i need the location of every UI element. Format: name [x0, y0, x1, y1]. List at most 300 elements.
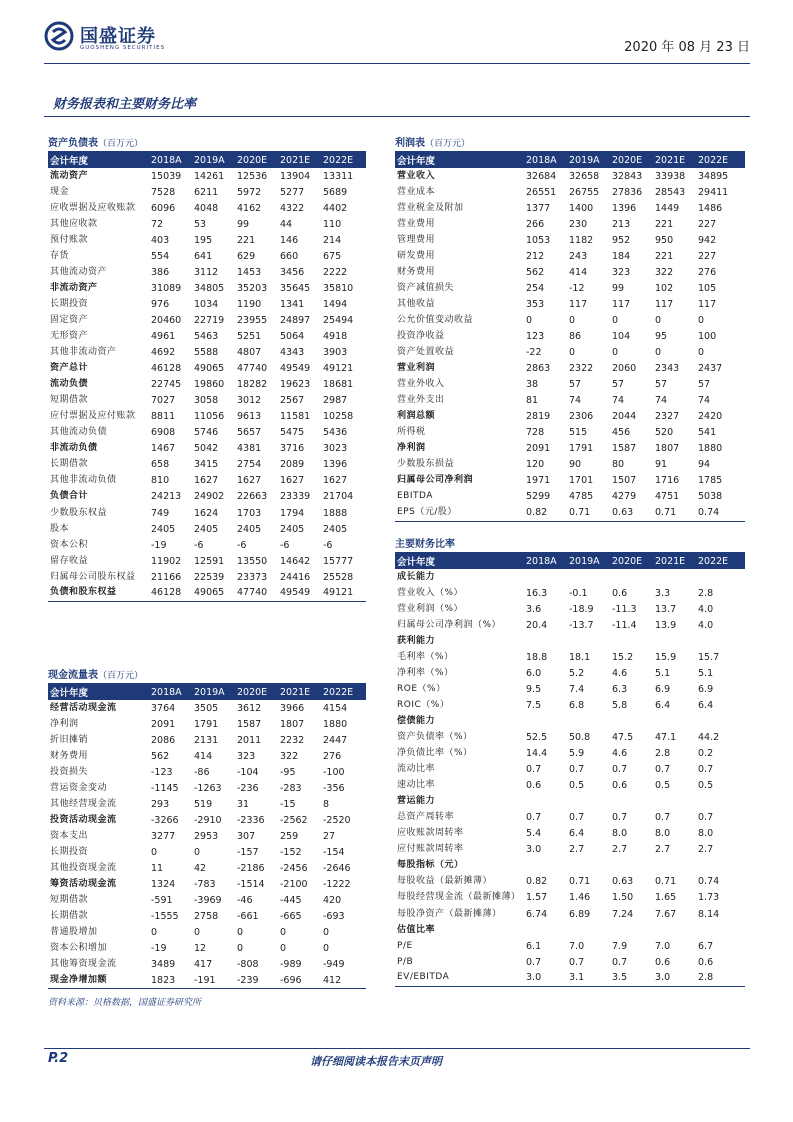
cell-value: 0 — [569, 347, 576, 359]
cell-value: 0.7 — [526, 956, 542, 968]
cell-value: 99 — [612, 282, 625, 294]
table-row — [395, 232, 745, 248]
row-label: 资本支出 — [50, 830, 89, 841]
row-label: ROIC（%） — [397, 699, 450, 710]
table-row — [48, 393, 366, 409]
cell-value: -6 — [237, 539, 247, 551]
cell-value: -2646 — [323, 862, 351, 874]
cell-value: 9.5 — [526, 683, 542, 695]
row-label: P/E — [397, 940, 413, 951]
row-label: 其他经营现金流 — [50, 798, 117, 809]
cell-value: -152 — [280, 846, 302, 858]
cell-value: 1324 — [151, 879, 176, 891]
cell-value: 2011 — [237, 734, 262, 746]
table-row — [395, 585, 745, 601]
cell-value: 0 — [323, 943, 330, 955]
cell-value: 1507 — [612, 475, 637, 487]
cell-value: -154 — [323, 846, 345, 858]
cell-value: 19623 — [280, 379, 311, 391]
cell-value: -1145 — [151, 782, 179, 794]
cell-value: 5972 — [237, 186, 262, 198]
row-label: 普通股增加 — [50, 927, 98, 938]
row-label: 非流动资产 — [50, 282, 98, 293]
table-row — [48, 232, 366, 248]
cell-value: 15.9 — [655, 651, 677, 663]
cell-value: 2758 — [194, 911, 219, 923]
cell-value: 117 — [698, 298, 717, 310]
cell-value: -46 — [237, 895, 253, 907]
row-label: ROE（%） — [397, 683, 446, 694]
cell-value: 74 — [612, 395, 625, 407]
cell-value: 0.71 — [655, 876, 677, 888]
row-label: 现金净增加额 — [48, 973, 149, 989]
cell-value: 46128 — [149, 585, 192, 601]
cell-value: 6211 — [194, 186, 219, 198]
row-label: 营业利润 — [397, 363, 436, 374]
cell-value: 3903 — [323, 347, 348, 359]
cell-value: -6 — [194, 539, 204, 551]
cell-value: 322 — [655, 266, 674, 278]
cell-value: 221 — [237, 234, 256, 246]
cell-value: 1.65 — [655, 892, 677, 904]
cell-value: 230 — [569, 218, 588, 230]
row-label: 营业成本 — [397, 186, 436, 197]
cell-value: 47740 — [237, 363, 268, 375]
cell-value: 0.7 — [698, 764, 714, 776]
table-row — [48, 553, 366, 569]
cell-value: 749 — [151, 507, 170, 519]
cell-value: 2.7 — [569, 844, 585, 856]
table-row — [48, 909, 366, 925]
footer-disclaimer: 请仔细阅读本报告末页声明 — [310, 1055, 442, 1068]
cell-value: -696 — [278, 973, 321, 989]
row-label: 投资损失 — [50, 766, 89, 777]
cell-value: 0.7 — [655, 812, 671, 824]
table-row — [395, 345, 745, 361]
cell-value: 323 — [612, 266, 631, 278]
table-row — [395, 778, 745, 794]
table-row — [48, 248, 366, 264]
row-label: 固定资产 — [50, 314, 89, 325]
cell-value: -356 — [323, 782, 345, 794]
row-label: 非流动负债 — [50, 443, 98, 454]
cell-value: 1791 — [569, 443, 594, 455]
cell-value: -1555 — [151, 911, 179, 923]
cell-value: 7.67 — [655, 908, 677, 920]
cell-value: 13.7 — [655, 603, 677, 615]
cell-value — [653, 922, 696, 938]
cell-value: 2343 — [655, 363, 680, 375]
cell-value: 120 — [526, 459, 545, 471]
table-row — [48, 860, 366, 876]
cell-value: 57 — [655, 379, 668, 391]
cell-value: -123 — [151, 766, 173, 778]
cell-value: 276 — [323, 750, 342, 762]
cell-value: 0.2 — [698, 748, 714, 760]
cell-value: 2091 — [526, 443, 551, 455]
cell-value: 72 — [151, 218, 164, 230]
cell-value: 90 — [569, 459, 582, 471]
cell-value: 44.2 — [698, 731, 720, 743]
row-label: 资本公积增加 — [50, 943, 108, 954]
row-label: 资产减值损失 — [397, 282, 455, 293]
row-label: 财务费用 — [397, 266, 436, 277]
row-label: 财务费用 — [50, 750, 89, 761]
cell-value: 5.8 — [612, 699, 628, 711]
row-label: 其他投资现金流 — [50, 862, 117, 873]
cell-value: -783 — [194, 879, 216, 891]
year-header: 2018A — [149, 684, 192, 700]
row-label: 流动资产 — [50, 170, 89, 181]
cash-flow-table — [48, 669, 366, 989]
cell-value — [524, 794, 567, 810]
cell-value: 0.7 — [569, 764, 585, 776]
cell-value: 4048 — [194, 202, 219, 214]
cell-value: 293 — [151, 798, 170, 810]
row-label: 营运能力 — [397, 796, 436, 807]
cell-value: 0.5 — [698, 780, 714, 792]
cell-value: 24213 — [151, 491, 182, 503]
table-row — [48, 521, 366, 537]
cell-value: 21704 — [323, 491, 354, 503]
cell-value: 0.5 — [569, 780, 585, 792]
row-label: 流动比率 — [397, 764, 436, 775]
cell-value: 18.1 — [569, 651, 591, 663]
table-row — [48, 732, 366, 748]
table-row — [395, 409, 745, 425]
cell-value: 1587 — [237, 718, 262, 730]
cell-value: -2562 — [280, 814, 308, 826]
cell-value: -236 — [237, 782, 259, 794]
cell-value: 2.7 — [655, 844, 671, 856]
table-row — [395, 826, 745, 842]
cell-value: 3012 — [237, 395, 262, 407]
cell-value: 0.6 — [655, 956, 671, 968]
cell-value: 1716 — [655, 475, 680, 487]
cell-value — [696, 713, 745, 729]
row-label: 存货 — [50, 250, 70, 261]
cell-value: 0 — [151, 846, 158, 858]
cell-value: 0.7 — [526, 764, 542, 776]
table-row — [395, 938, 745, 954]
cell-value: 0 — [194, 846, 201, 858]
data-source-note: 资料来源：贝格数据，国盛证券研究所 — [48, 998, 202, 1008]
cell-value: 33938 — [655, 170, 686, 182]
cell-value: 3.1 — [567, 970, 610, 986]
row-label: 速动比率 — [397, 780, 436, 791]
cell-value: 0 — [655, 314, 662, 326]
cell-value: 7.5 — [526, 699, 542, 711]
cell-value — [610, 713, 653, 729]
cell-value: 49549 — [280, 363, 311, 375]
row-label: 长期投资 — [50, 298, 89, 309]
cell-value: 2.7 — [698, 844, 714, 856]
row-label: 资产负债率（%） — [397, 731, 473, 742]
cell-value: 49549 — [278, 585, 321, 601]
cell-value: 13.9 — [655, 619, 677, 631]
cell-value: 1.46 — [569, 892, 591, 904]
table-header-row — [395, 152, 745, 168]
cell-value: 5064 — [280, 330, 305, 342]
cell-value: 0 — [612, 314, 619, 326]
row-label: 营业费用 — [397, 218, 436, 229]
table-row — [48, 361, 366, 377]
cell-value: 456 — [612, 427, 631, 439]
cell-value: 4343 — [280, 347, 305, 359]
cell-value: 91 — [655, 459, 668, 471]
row-label: 净负债比率（%） — [397, 748, 473, 759]
cell-value: 5689 — [323, 186, 348, 198]
cell-value: -12 — [569, 282, 585, 294]
row-label: 长期借款 — [50, 459, 89, 470]
table-row — [395, 617, 745, 633]
cell-value: 102 — [655, 282, 674, 294]
cell-value: 541 — [698, 427, 717, 439]
cell-value: 146 — [280, 234, 299, 246]
table-row — [48, 184, 366, 200]
cell-value: 15777 — [323, 555, 354, 567]
table-title: 现金流量表（百万元） — [48, 669, 366, 684]
cell-value: 1807 — [280, 718, 305, 730]
row-label: 资本公积 — [50, 539, 89, 550]
header-label: 会计年度 — [395, 553, 524, 569]
cell-value: 10258 — [323, 411, 354, 423]
cell-value: 22663 — [237, 491, 268, 503]
cell-value: 0.5 — [655, 780, 671, 792]
year-header: 2019A — [192, 152, 235, 168]
table-row — [48, 700, 366, 716]
cell-value: 195 — [194, 234, 213, 246]
cell-value: 117 — [655, 298, 674, 310]
cell-value: 2819 — [526, 411, 551, 423]
cell-value: 4807 — [237, 347, 262, 359]
cell-value: 0 — [698, 347, 705, 359]
row-label: 偿债能力 — [397, 715, 436, 726]
cell-value: 5588 — [194, 347, 219, 359]
cell-value: 1453 — [237, 266, 262, 278]
cell-value: -100 — [323, 766, 345, 778]
cell-value: -808 — [237, 959, 259, 971]
row-label: 归属母公司净利润 — [397, 475, 474, 486]
page-number: P.2 — [48, 1051, 69, 1066]
year-header: 2018A — [149, 152, 192, 168]
cell-value — [524, 713, 567, 729]
cell-value — [567, 633, 610, 649]
table-row — [48, 585, 366, 601]
cell-value: -15 — [280, 798, 296, 810]
table-row — [395, 874, 745, 890]
table-row — [395, 328, 745, 344]
cell-value: 7.24 — [612, 908, 634, 920]
cell-value: -1514 — [237, 879, 265, 891]
cell-value: 22719 — [194, 314, 225, 326]
table-body — [48, 152, 366, 602]
cell-value: 1.73 — [698, 892, 720, 904]
company-logo-icon — [44, 21, 74, 51]
cell-value: 562 — [151, 750, 170, 762]
cell-value: 123 — [526, 330, 545, 342]
cell-value: 5038 — [698, 491, 723, 503]
cell-value — [567, 713, 610, 729]
cell-value: 0.7 — [526, 812, 542, 824]
cell-value: 24416 — [280, 571, 311, 583]
cell-value: 2447 — [323, 734, 348, 746]
table-row — [395, 794, 745, 810]
year-header: 2021E — [653, 152, 696, 168]
table-row — [48, 409, 366, 425]
cell-value: 0 — [280, 943, 287, 955]
table-row — [395, 746, 745, 762]
header-label: 会计年度 — [48, 152, 149, 168]
table-row — [395, 810, 745, 826]
cell-value: 15039 — [151, 170, 182, 182]
cell-value: 57 — [612, 379, 625, 391]
table-row — [395, 970, 745, 986]
cell-value: 24897 — [280, 314, 311, 326]
cell-value: 4.0 — [698, 619, 714, 631]
cell-value: -283 — [280, 782, 302, 794]
year-header: 2021E — [653, 553, 696, 569]
cell-value: 221 — [655, 250, 674, 262]
header-label: 会计年度 — [395, 152, 524, 168]
cell-value: 27836 — [612, 186, 643, 198]
table-row — [395, 425, 745, 441]
cell-value: 12591 — [194, 555, 225, 567]
table-row — [395, 296, 745, 312]
year-header: 2022E — [696, 152, 745, 168]
table-row — [48, 796, 366, 812]
cell-value: 0.7 — [655, 764, 671, 776]
cell-value: 7027 — [151, 395, 176, 407]
cell-value: 5.4 — [526, 828, 542, 840]
cell-value: 3.5 — [610, 970, 653, 986]
balance-sheet-table — [48, 137, 366, 602]
cell-value: 8.0 — [655, 828, 671, 840]
cell-value — [567, 794, 610, 810]
cell-value: -2456 — [280, 862, 308, 874]
table-row — [48, 200, 366, 216]
row-label: 应收票据及应收账款 — [50, 202, 136, 213]
table-row — [48, 925, 366, 941]
cell-value: 50.8 — [569, 731, 591, 743]
cell-value: -11.3 — [612, 603, 637, 615]
cell-value: 1785 — [698, 475, 723, 487]
table-row — [395, 665, 745, 681]
table-row — [395, 216, 745, 232]
cell-value: 42 — [194, 862, 207, 874]
cell-value: -661 — [237, 911, 259, 923]
cell-value: 35645 — [280, 282, 311, 294]
cell-value: 4162 — [237, 202, 262, 214]
cell-value: 49121 — [323, 363, 354, 375]
cell-value: -19 — [151, 539, 167, 551]
table-row — [395, 377, 745, 393]
table-row — [48, 844, 366, 860]
cell-value: 0 — [526, 314, 533, 326]
cell-value: 4785 — [569, 491, 594, 503]
year-header: 2022E — [696, 553, 745, 569]
cell-value: 5251 — [237, 330, 262, 342]
cell-value: 94 — [698, 459, 711, 471]
cell-value: 99 — [237, 218, 250, 230]
row-label: 每股指标（元） — [397, 860, 464, 871]
cell-value: 976 — [151, 298, 170, 310]
cell-value: -0.1 — [569, 587, 588, 599]
cell-value: 3764 — [151, 702, 176, 714]
row-label: 营业收入 — [397, 170, 436, 181]
cell-value: 1182 — [569, 234, 594, 246]
cell-value: 12 — [194, 943, 207, 955]
financial-ratio-table — [395, 538, 745, 987]
cell-value: 2.8 — [698, 587, 714, 599]
table-row — [395, 729, 745, 745]
year-header: 2020E — [610, 152, 653, 168]
table-row — [48, 280, 366, 296]
cell-value — [610, 633, 653, 649]
report-date: 2020 年 08 月 23 日 — [624, 40, 750, 55]
cell-value: 1971 — [526, 475, 551, 487]
cell-value: 74 — [698, 395, 711, 407]
row-label: 利润总额 — [397, 411, 436, 422]
cell-value: 28543 — [655, 186, 686, 198]
income-statement-table — [395, 137, 745, 522]
cell-value: 5746 — [194, 427, 219, 439]
cell-value: 6.74 — [526, 908, 548, 920]
cell-value: 2091 — [151, 718, 176, 730]
cell-value: -949 — [323, 959, 345, 971]
table-row — [395, 264, 745, 280]
row-label: 研发费用 — [397, 250, 436, 261]
cell-value: 44 — [280, 218, 293, 230]
cell-value: 49121 — [321, 585, 366, 601]
cell-value: 2420 — [698, 411, 723, 423]
cell-value: -2336 — [237, 814, 265, 826]
row-label: 预付账款 — [50, 234, 89, 245]
header-label: 会计年度 — [48, 684, 149, 700]
cell-value: 3716 — [280, 443, 305, 455]
table-body — [395, 152, 745, 522]
cell-value: -2186 — [237, 862, 265, 874]
table-row — [48, 489, 366, 505]
row-label: 负债合计 — [50, 491, 89, 502]
cell-value: 23339 — [280, 491, 311, 503]
table-row — [395, 633, 745, 649]
cell-value — [696, 794, 745, 810]
row-label: 归属母公司净利润（%） — [397, 619, 502, 630]
row-label: 获利能力 — [397, 635, 436, 646]
cell-value: 3456 — [280, 266, 305, 278]
table-row — [395, 858, 745, 874]
cell-value: 5463 — [194, 330, 219, 342]
cell-value: 14261 — [194, 170, 225, 182]
row-label: 留存收益 — [50, 555, 89, 566]
cell-value: 1807 — [655, 443, 680, 455]
cell-value: 7.0 — [655, 940, 671, 952]
cell-value: 6908 — [151, 427, 176, 439]
cell-value: 80 — [612, 459, 625, 471]
cell-value: 95 — [655, 330, 668, 342]
table-row — [395, 457, 745, 473]
table-row — [48, 764, 366, 780]
cell-value: 1034 — [194, 298, 219, 310]
row-label: 净利率（%） — [397, 667, 454, 678]
cell-value: 1.57 — [526, 892, 548, 904]
cell-value: 0.6 — [698, 956, 714, 968]
cell-value: 81 — [526, 395, 539, 407]
cell-value: 2306 — [569, 411, 594, 423]
cell-value: 57 — [698, 379, 711, 391]
row-label: 其他应收款 — [50, 218, 98, 229]
